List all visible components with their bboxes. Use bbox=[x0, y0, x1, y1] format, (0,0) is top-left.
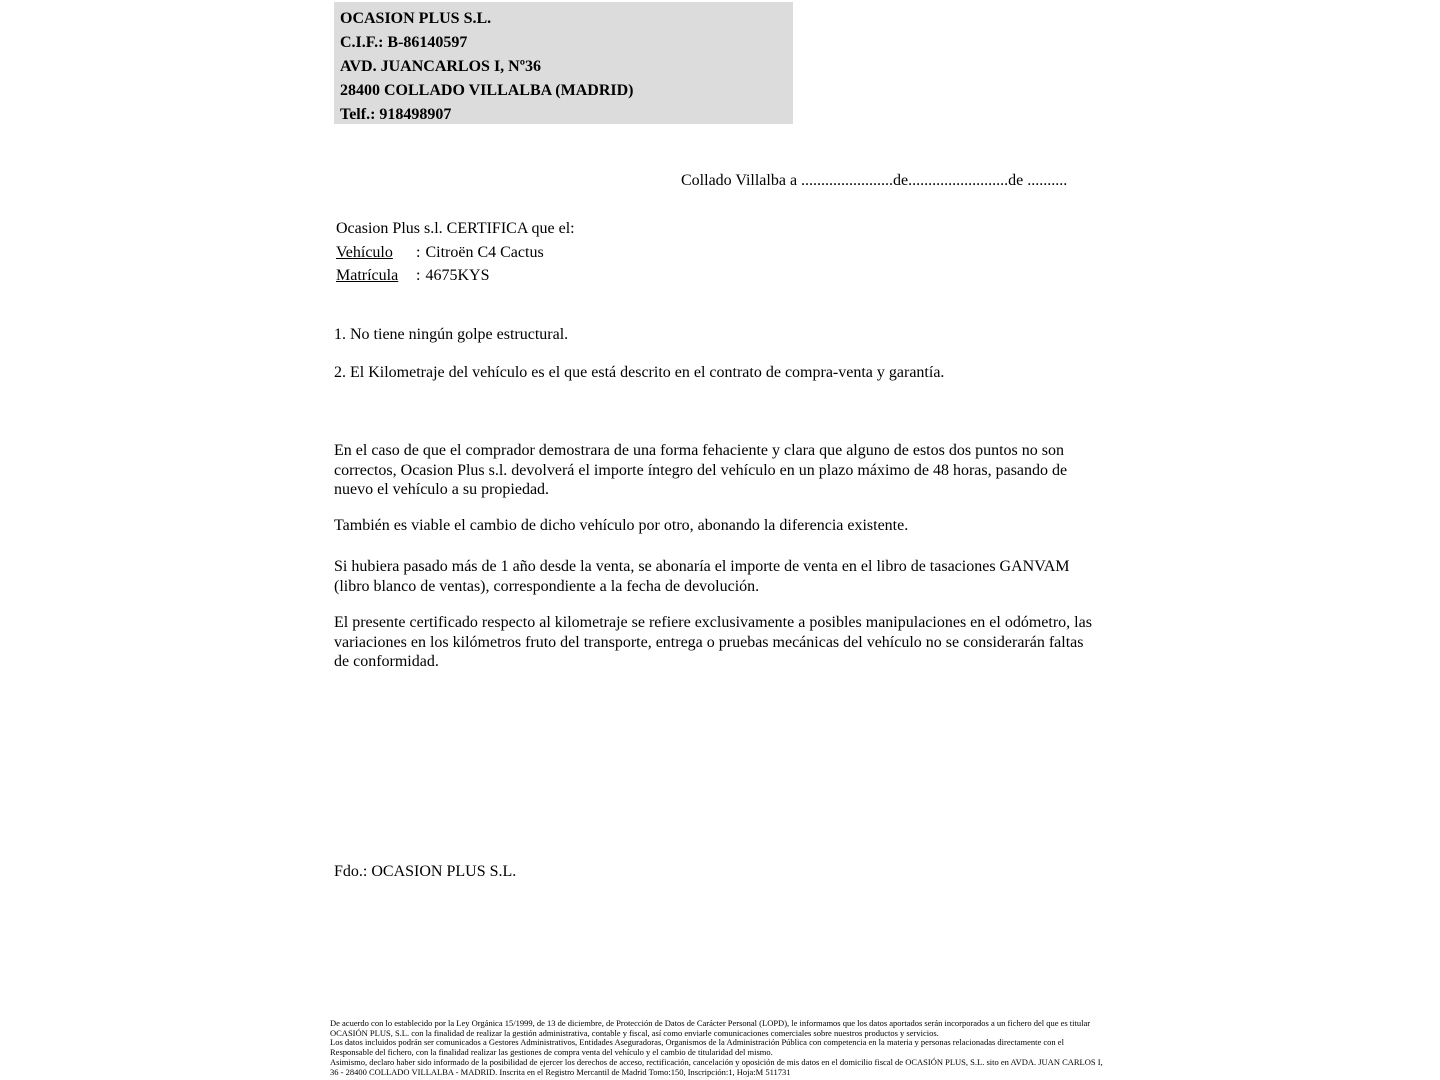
certificate-intro: Ocasion Plus s.l. CERTIFICA que el: bbox=[336, 220, 575, 237]
paragraph-odometer: El presente certificado respecto al kilometraje se refiere exclusivamente a posibles manipulaciones en el odómetro, las variaciones en los kilómetros fruto del transporte, entrega o pruebas mecánicas del vehículo no se considerarán faltas de conformidad. bbox=[334, 614, 1092, 671]
vehicle-field bbox=[336, 241, 575, 265]
legal-fine-print bbox=[330, 1019, 1105, 1077]
plate-field bbox=[336, 264, 575, 288]
date-line: Collado Villalba a .......................de.........................de .......... bbox=[681, 172, 1068, 189]
vehicle-separator: : bbox=[416, 243, 421, 261]
vehicle-label: Vehículo bbox=[336, 243, 393, 261]
company-header-box bbox=[334, 2, 793, 124]
paragraph-exchange: También es viable el cambio de dicho vehículo por otro, abonando la diferencia existente. bbox=[334, 517, 909, 534]
paragraph-refund: En el caso de que el comprador demostrara de una forma fehaciente y clara que alguno de estos dos puntos no son correctos, Ocasion Plus s.l. devolverá el importe íntegro del vehículo en un plazo máximo de 48 horas, pasando de nuevo el vehículo a su propiedad. bbox=[334, 442, 1068, 499]
plate-separator: : bbox=[416, 267, 421, 285]
plate-label: Matrícula bbox=[336, 267, 399, 285]
legal-paragraph-lopd: De acuerdo con lo establecido por la Ley Orgánica 15/1999, de 13 de diciembre, de Protección de Datos de Carácter Personal (LOPD), le informamos que los datos aportados serán incorporados a un fichero del que es titular OCASIÓN PLUS, S.L. con la finalidad de realizar la gestión administrativa, contable y fiscal, así como enviarle comunicaciones comerciales sobre nuestros productos y servicios. bbox=[330, 1018, 1091, 1038]
company-city: 28400 COLLADO VILLALBA (MADRID) bbox=[340, 82, 634, 99]
legal-paragraph-data-sharing: Los datos incluidos podrán ser comunicados a Gestores Administrativos, Entidades Aseguradoras, Organismos de la Administración Pública con competencia en la materia y personas relacionadas directamente con el Responsable del fichero, con la finalidad realizar las gestiones de compra venta del vehículo y el cambio de titularidad del mismo. bbox=[330, 1037, 1064, 1058]
vehicle-value: Citroën C4 Cactus bbox=[425, 243, 544, 261]
point-2: 2. El Kilometraje del vehículo es el que está descrito en el contrato de compra-venta y garantía. bbox=[334, 364, 945, 381]
plate-value: 4675KYS bbox=[425, 267, 490, 285]
company-name: OCASION PLUS S.L. bbox=[340, 10, 492, 27]
paragraph-ganvam: Si hubiera pasado más de 1 año desde la venta, se abonaría el importe de venta en el libro de tasaciones GANVAM (libro blanco de ventas), correspondiente a la fecha de devolución. bbox=[334, 558, 1070, 595]
signature-line: Fdo.: OCASION PLUS S.L. bbox=[334, 863, 517, 880]
certificate-block bbox=[336, 217, 575, 288]
point-1: 1. No tiene ningún golpe estructural. bbox=[334, 326, 569, 343]
company-cif: C.I.F.: B-86140597 bbox=[340, 34, 468, 51]
company-address: AVD. JUANCARLOS I, Nº36 bbox=[340, 58, 542, 75]
legal-paragraph-rights: Asimismo, declaro haber sido informado de la posibilidad de ejercer los derechos de acceso, rectificación, cancelación y oposición de mis datos en el domicilio fiscal de OCASIÓN PLUS, S.L. sito en AVDA. JUAN CARLOS I, 36 - 28400 COLLADO VILLALBA - MADRID. Inscrita en el Registro Mercantil de Madrid Tomo:150, Inscripción:1, Hoja:M 511731 bbox=[330, 1056, 1103, 1077]
company-phone: Telf.: 918498907 bbox=[340, 106, 452, 123]
